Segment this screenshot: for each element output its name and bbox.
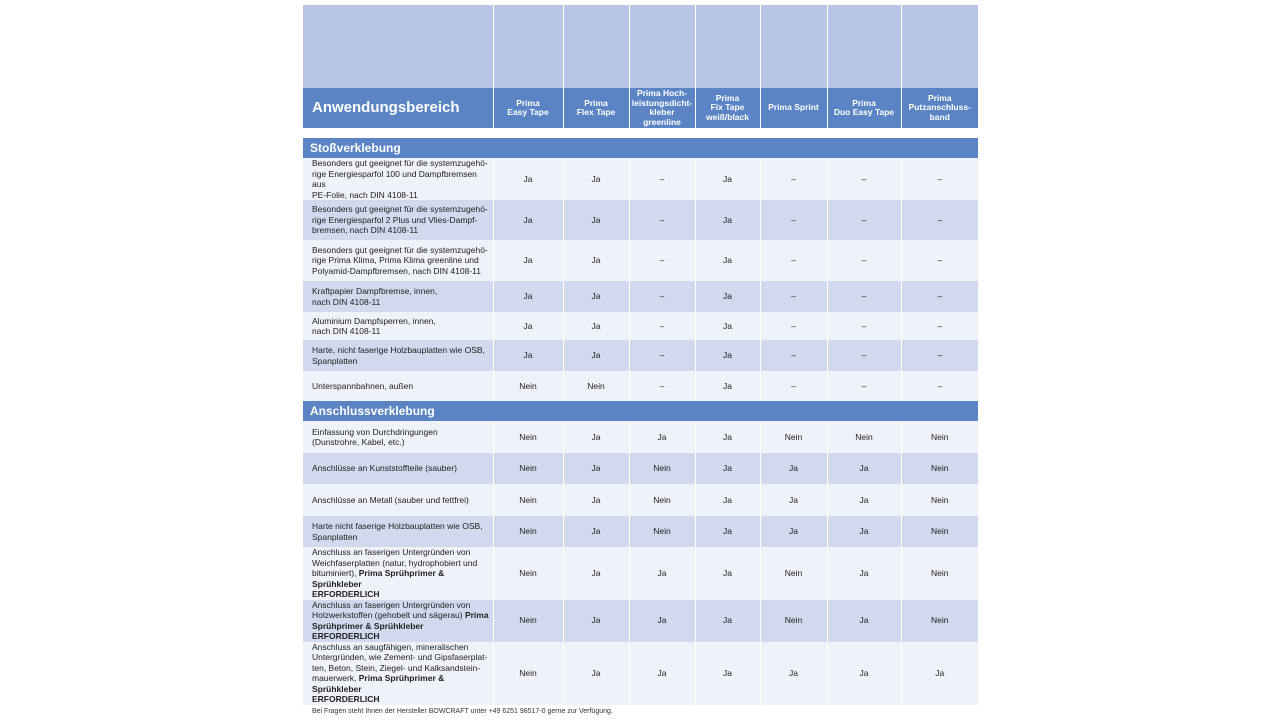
row-description (303, 371, 493, 401)
value-cell: Ja (629, 642, 695, 705)
section-spacer (303, 128, 978, 138)
value-cell: – (827, 240, 901, 281)
table-row (303, 158, 978, 200)
value-cell: Ja (563, 281, 629, 312)
value-cell: Ja (827, 484, 901, 516)
table-row (303, 600, 978, 642)
header-spacer-row (303, 5, 978, 88)
value-cell: Ja (695, 200, 760, 240)
value-cell: Ja (827, 453, 901, 484)
row-description-text: Harte, nicht faserige Holzbauplatten wie OSB, Spanplatten (312, 345, 485, 366)
value-cell: – (760, 371, 827, 401)
product-header: Prima Sprint (760, 88, 827, 128)
section-header-row (303, 138, 978, 158)
value-cell: – (760, 240, 827, 281)
value-cell: Nein (493, 453, 563, 484)
row-description (303, 547, 493, 600)
table-row (303, 340, 978, 371)
value-cell: Ja (563, 600, 629, 642)
value-cell: Ja (493, 200, 563, 240)
row-description (303, 484, 493, 516)
product-header: Prima Fix Tape weiß/black (695, 88, 760, 128)
value-cell: Nein (493, 516, 563, 547)
value-cell: Ja (760, 642, 827, 705)
table-row (303, 281, 978, 312)
value-cell: Ja (629, 600, 695, 642)
value-cell: – (827, 371, 901, 401)
value-cell: – (760, 158, 827, 200)
value-cell: – (629, 200, 695, 240)
row-description-requirement: Prima Sprühprimer & Sprühkleber ERFORDERLICH (312, 568, 445, 599)
value-cell: – (629, 371, 695, 401)
table-row (303, 312, 978, 340)
table-row (303, 516, 978, 547)
row-description-text: Kraftpapier Dampfbremse, innen, nach DIN 4108-11 (312, 286, 438, 307)
value-cell: Nein (901, 453, 978, 484)
row-description (303, 240, 493, 281)
row-description (303, 312, 493, 340)
value-cell: Nein (901, 484, 978, 516)
product-header: Prima Hoch- leistungsdicht- kleber greenline (629, 88, 695, 128)
value-cell: – (901, 240, 978, 281)
table-row (303, 484, 978, 516)
row-description-requirement: Prima Sprühprimer & Sprühkleber ERFORDERLICH (312, 610, 489, 641)
table-row (303, 642, 978, 705)
table-row (303, 453, 978, 484)
table-row (303, 240, 978, 281)
row-description-text: Anschlüsse an Kunststoffteile (sauber) (312, 463, 457, 474)
value-cell: – (901, 312, 978, 340)
product-header: Prima Easy Tape (493, 88, 563, 128)
value-cell: Nein (629, 453, 695, 484)
value-cell: Ja (493, 281, 563, 312)
value-cell: – (827, 340, 901, 371)
value-cell: Ja (695, 371, 760, 401)
product-header: Prima Putzanschluss- band (901, 88, 978, 128)
value-cell: Ja (695, 312, 760, 340)
row-description (303, 158, 493, 200)
row-description (303, 340, 493, 371)
value-cell: Ja (563, 240, 629, 281)
value-cell: Nein (901, 600, 978, 642)
value-cell: Ja (695, 600, 760, 642)
value-cell: Ja (493, 340, 563, 371)
value-cell: Ja (760, 453, 827, 484)
value-cell: Ja (563, 200, 629, 240)
value-cell: Nein (760, 421, 827, 453)
row-description-text: Anschluss an faserigen Untergründen von Weichfaserplatten (natur, hydrophobiert und bituminiert), (312, 547, 478, 578)
row-description-text: Anschlüsse an Metall (sauber und fettfrei) (312, 494, 469, 505)
row-description (303, 600, 493, 642)
value-cell: Nein (901, 547, 978, 600)
row-description (303, 642, 493, 705)
value-cell: Ja (493, 312, 563, 340)
row-description (303, 421, 493, 453)
value-cell: Nein (493, 642, 563, 705)
value-cell: – (901, 200, 978, 240)
value-cell: Ja (563, 453, 629, 484)
value-cell: Nein (827, 421, 901, 453)
section-title: Anschlussverklebung (303, 401, 978, 421)
product-header: Prima Flex Tape (563, 88, 629, 128)
value-cell: – (760, 340, 827, 371)
value-cell: Nein (493, 421, 563, 453)
section-header-row (303, 401, 978, 421)
value-cell: – (827, 281, 901, 312)
value-cell: Ja (827, 547, 901, 600)
application-table (303, 5, 978, 705)
table-row (303, 200, 978, 240)
value-cell: Ja (563, 421, 629, 453)
value-cell: Ja (827, 600, 901, 642)
row-description (303, 281, 493, 312)
value-cell: Nein (760, 600, 827, 642)
value-cell: Ja (563, 484, 629, 516)
value-cell: Ja (760, 484, 827, 516)
value-cell: Ja (695, 340, 760, 371)
value-cell: – (629, 340, 695, 371)
value-cell: Ja (827, 516, 901, 547)
value-cell: – (901, 371, 978, 401)
value-cell: Ja (695, 453, 760, 484)
value-cell: Ja (695, 421, 760, 453)
footer-note: Bei Fragen steht Ihnen der Hersteller BOWCRAFT unter +49 6251 98517-0 gerne zur Verfügung. (312, 708, 613, 715)
value-cell: – (901, 158, 978, 200)
row-description-requirement: Prima Sprühprimer & Sprühkleber ERFORDERLICH (312, 673, 445, 704)
value-cell: Ja (563, 547, 629, 600)
value-cell: Ja (827, 642, 901, 705)
row-description-text: Anschluss an faserigen Untergründen von Holzwerkstoffen (gehobelt und sägerau) (312, 599, 471, 620)
row-description-text: Besonders gut geeignet für die systemzugehö- rige Prima Klima, Prima Klima greenline und Polyamid-Dampfbremsen, nach DIN 4108-11 (312, 244, 488, 276)
value-cell: Ja (493, 240, 563, 281)
row-description-text: Besonders gut geeignet für die systemzugehö- rige Energiesparfol 2 Plus und Vlies-Dampf- bremsen, nach DIN 4108-11 (312, 204, 488, 236)
value-cell: – (827, 158, 901, 200)
value-cell: Nein (629, 516, 695, 547)
value-cell: Ja (563, 642, 629, 705)
table-row (303, 371, 978, 401)
row-description-text: Aluminium Dampfsperren, innen, nach DIN 4108-11 (312, 315, 436, 336)
section-title: Stoßverklebung (303, 138, 978, 158)
value-cell: Nein (493, 371, 563, 401)
row-description (303, 200, 493, 240)
area-header: Anwendungsbereich (303, 88, 493, 128)
value-cell: Ja (629, 421, 695, 453)
value-cell: Ja (563, 340, 629, 371)
value-cell: – (760, 281, 827, 312)
value-cell: Ja (563, 158, 629, 200)
value-cell: – (827, 200, 901, 240)
value-cell: – (629, 158, 695, 200)
value-cell: Ja (695, 240, 760, 281)
value-cell: Ja (563, 312, 629, 340)
value-cell: Nein (901, 421, 978, 453)
row-description-text: Einfassung von Durchdringungen (Dunstrohre, Kabel, etc.) (312, 426, 438, 447)
row-description-text: Unterspannbahnen, außen (312, 380, 414, 391)
header-row (303, 88, 978, 128)
value-cell: Ja (695, 516, 760, 547)
value-cell: Nein (563, 371, 629, 401)
value-cell: – (901, 281, 978, 312)
row-description-text: Besonders gut geeignet für die systemzugehö- rige Energiesparfol 100 und Dampfbremsen aus PE-Folie, nach DIN 4108-11 (312, 158, 488, 200)
value-cell: – (629, 281, 695, 312)
row-description-text: Harte nicht faserige Holzbauplatten wie OSB, Spanplatten (312, 521, 483, 542)
value-cell: – (760, 200, 827, 240)
row-description (303, 516, 493, 547)
value-cell: – (901, 340, 978, 371)
value-cell: Ja (563, 516, 629, 547)
row-description-text: Anschluss an saugfähigen, mineralischen Untergründen, wie Zement- und Gipsfaserplat- ten, Beton, Stein, Ziegel- und Kalksandstein- mauerwerk, (312, 641, 488, 683)
value-cell: – (827, 312, 901, 340)
value-cell: Ja (695, 484, 760, 516)
value-cell: Ja (629, 547, 695, 600)
table-row (303, 547, 978, 600)
value-cell: Nein (901, 516, 978, 547)
value-cell: Nein (493, 484, 563, 516)
value-cell: – (629, 240, 695, 281)
value-cell: – (629, 312, 695, 340)
value-cell: Ja (695, 158, 760, 200)
product-header: Prima Duo Easy Tape (827, 88, 901, 128)
value-cell: Ja (760, 516, 827, 547)
product-table-container (303, 5, 978, 705)
value-cell: – (760, 312, 827, 340)
value-cell: Ja (493, 158, 563, 200)
value-cell: Ja (695, 547, 760, 600)
value-cell: Ja (695, 281, 760, 312)
value-cell: Nein (760, 547, 827, 600)
value-cell: Ja (901, 642, 978, 705)
row-description (303, 453, 493, 484)
table-row (303, 421, 978, 453)
value-cell: Nein (493, 600, 563, 642)
value-cell: Nein (629, 484, 695, 516)
value-cell: Nein (493, 547, 563, 600)
value-cell: Ja (695, 642, 760, 705)
